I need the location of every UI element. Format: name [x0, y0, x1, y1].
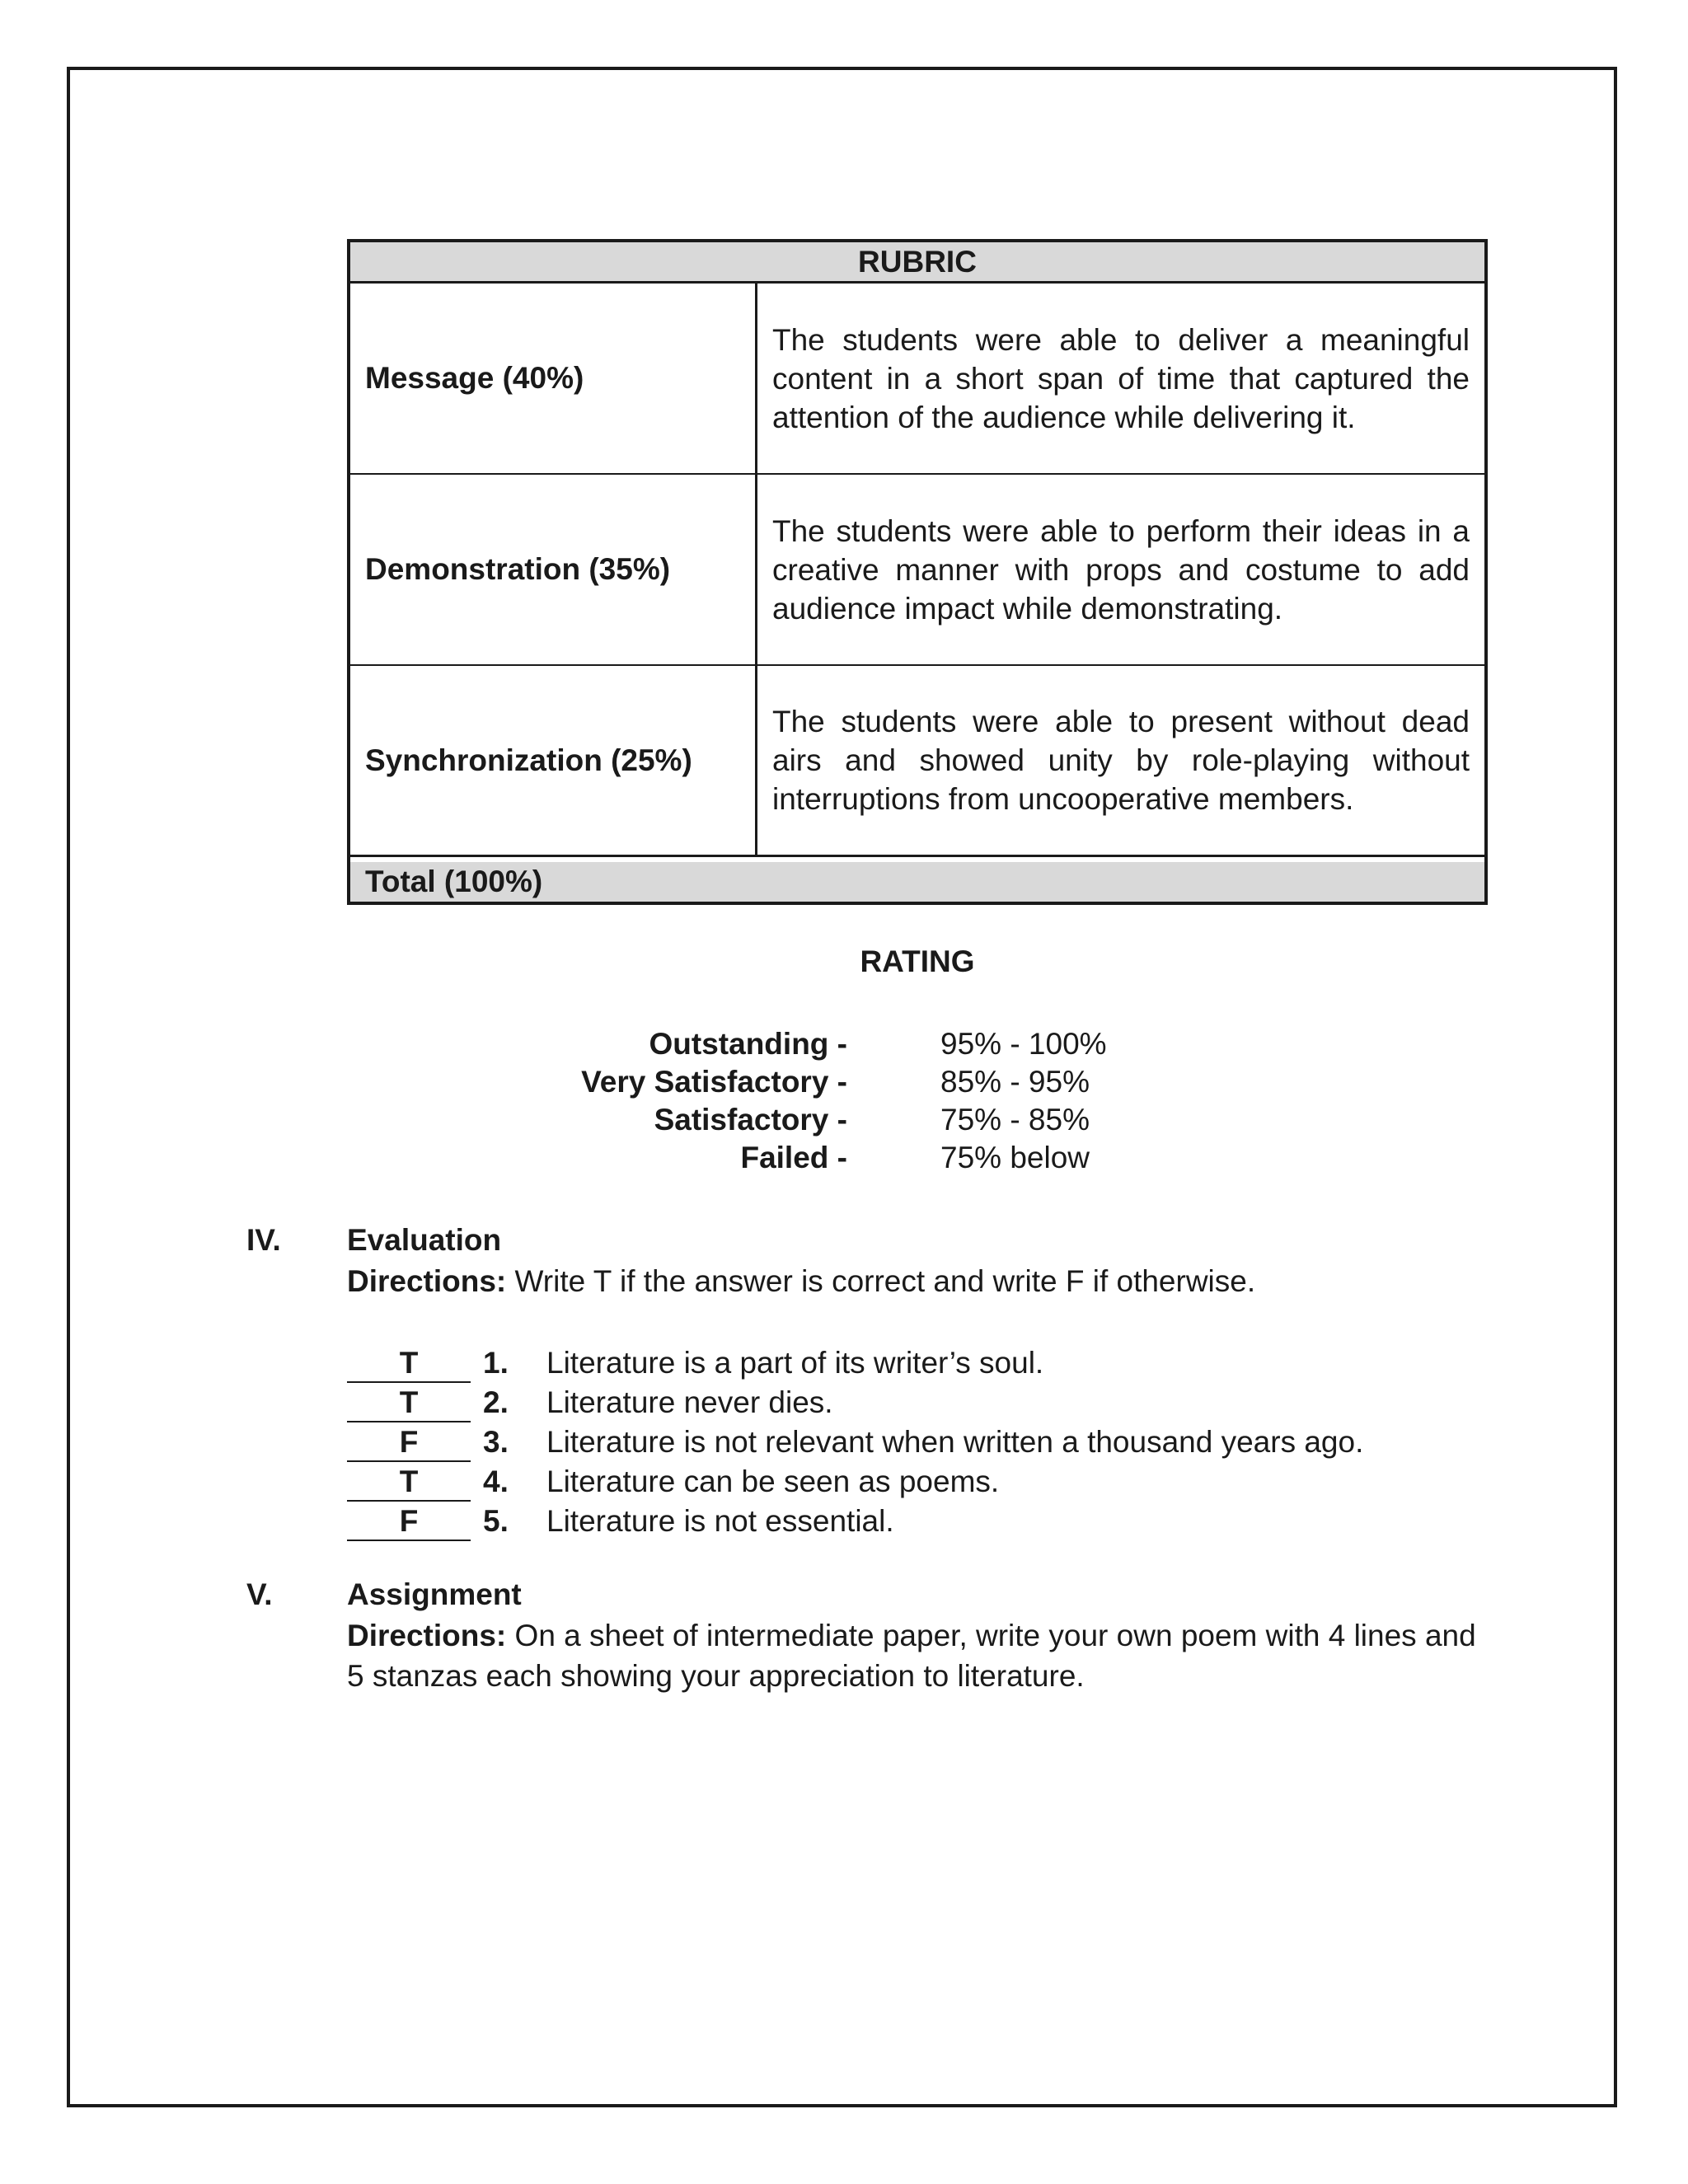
rating-title: RATING [860, 944, 975, 978]
answer-blank[interactable]: T [347, 1385, 471, 1422]
answer-blank[interactable]: F [347, 1424, 471, 1462]
rubric-title: RUBRIC [350, 242, 1484, 284]
rating-label: Very Satisfactory - [581, 1065, 847, 1099]
rubric-criterion [350, 666, 757, 855]
item-statement: Literature is a part of its writer’s soul. [546, 1346, 1044, 1380]
rating-range: 75% - 85% [940, 1103, 1090, 1137]
rubric-row-synchronization [350, 666, 1484, 857]
rating-label: Satisfactory - [654, 1103, 847, 1137]
rating-row [495, 1103, 1236, 1141]
rating-range: 95% - 100% [940, 1027, 1107, 1061]
rubric-criterion [350, 475, 757, 664]
rubric-row-demonstration [350, 475, 1484, 666]
answer-blank[interactable]: T [347, 1464, 471, 1502]
evaluation-item [347, 1345, 1542, 1385]
item-statement: Literature never dies. [546, 1385, 833, 1419]
item-statement: Literature is not essential. [546, 1504, 894, 1538]
evaluation-item [347, 1503, 1542, 1543]
evaluation-item [347, 1464, 1542, 1503]
answer-blank[interactable]: F [347, 1503, 471, 1541]
item-number: 5. [483, 1504, 509, 1538]
section-title-evaluation: Evaluation [347, 1223, 502, 1257]
item-statement: Literature can be seen as poems. [546, 1465, 1000, 1498]
rubric-criterion [350, 284, 757, 473]
directions-text: On a sheet of intermediate paper, write your own poem with 4 lines and 5 stanzas each showing your appreciation to literature. [347, 1619, 1476, 1693]
criterion-label: Demonstration (35%) [365, 552, 671, 586]
directions-label: Directions: [347, 1619, 507, 1652]
item-number: 2. [483, 1385, 509, 1419]
directions-text: Write T if the answer is correct and write F if otherwise. [506, 1264, 1256, 1298]
rating-row [495, 1065, 1236, 1103]
rubric-description [757, 666, 1484, 855]
rating-label: Failed - [740, 1141, 847, 1174]
directions-label: Directions: [347, 1264, 507, 1298]
assignment-directions [347, 1615, 1501, 1696]
rubric-table [347, 239, 1488, 905]
item-statement: Literature is not relevant when written a thousand years ago. [546, 1425, 1364, 1459]
rating-label: Outstanding - [649, 1027, 847, 1061]
description-text: The students were able to present without dead airs and showed unity by role-playing without interruptions from uncooperative members. [772, 705, 1470, 816]
rating-row [495, 1141, 1236, 1179]
evaluation-item [347, 1385, 1542, 1424]
rubric-description [757, 475, 1484, 664]
rating-range: 85% - 95% [940, 1065, 1090, 1099]
rubric-total: Total (100%) [350, 862, 1484, 902]
description-text: The students were able to perform their ideas in a creative manner with props and costume to add audience impact while demonstrating. [772, 513, 1470, 626]
evaluation-item [347, 1424, 1542, 1464]
section-number-evaluation: IV. [246, 1223, 281, 1257]
rating-range: 75% below [940, 1141, 1090, 1174]
item-number: 1. [483, 1346, 509, 1380]
criterion-label: Synchronization (25%) [365, 743, 692, 777]
description-text: The students were able to deliver a meaningful content in a short span of time that captured the attention of the audience while delivering it. [772, 322, 1470, 434]
item-number: 3. [483, 1425, 509, 1459]
section-title-assignment: Assignment [347, 1577, 522, 1611]
rating-row [495, 1027, 1236, 1065]
criterion-label: Message (40%) [365, 361, 584, 395]
item-number: 4. [483, 1465, 509, 1498]
rubric-row-message [350, 284, 1484, 475]
evaluation-directions [347, 1261, 1501, 1301]
rubric-description [757, 284, 1484, 473]
answer-blank[interactable]: T [347, 1345, 471, 1383]
section-number-assignment: V. [246, 1577, 273, 1611]
